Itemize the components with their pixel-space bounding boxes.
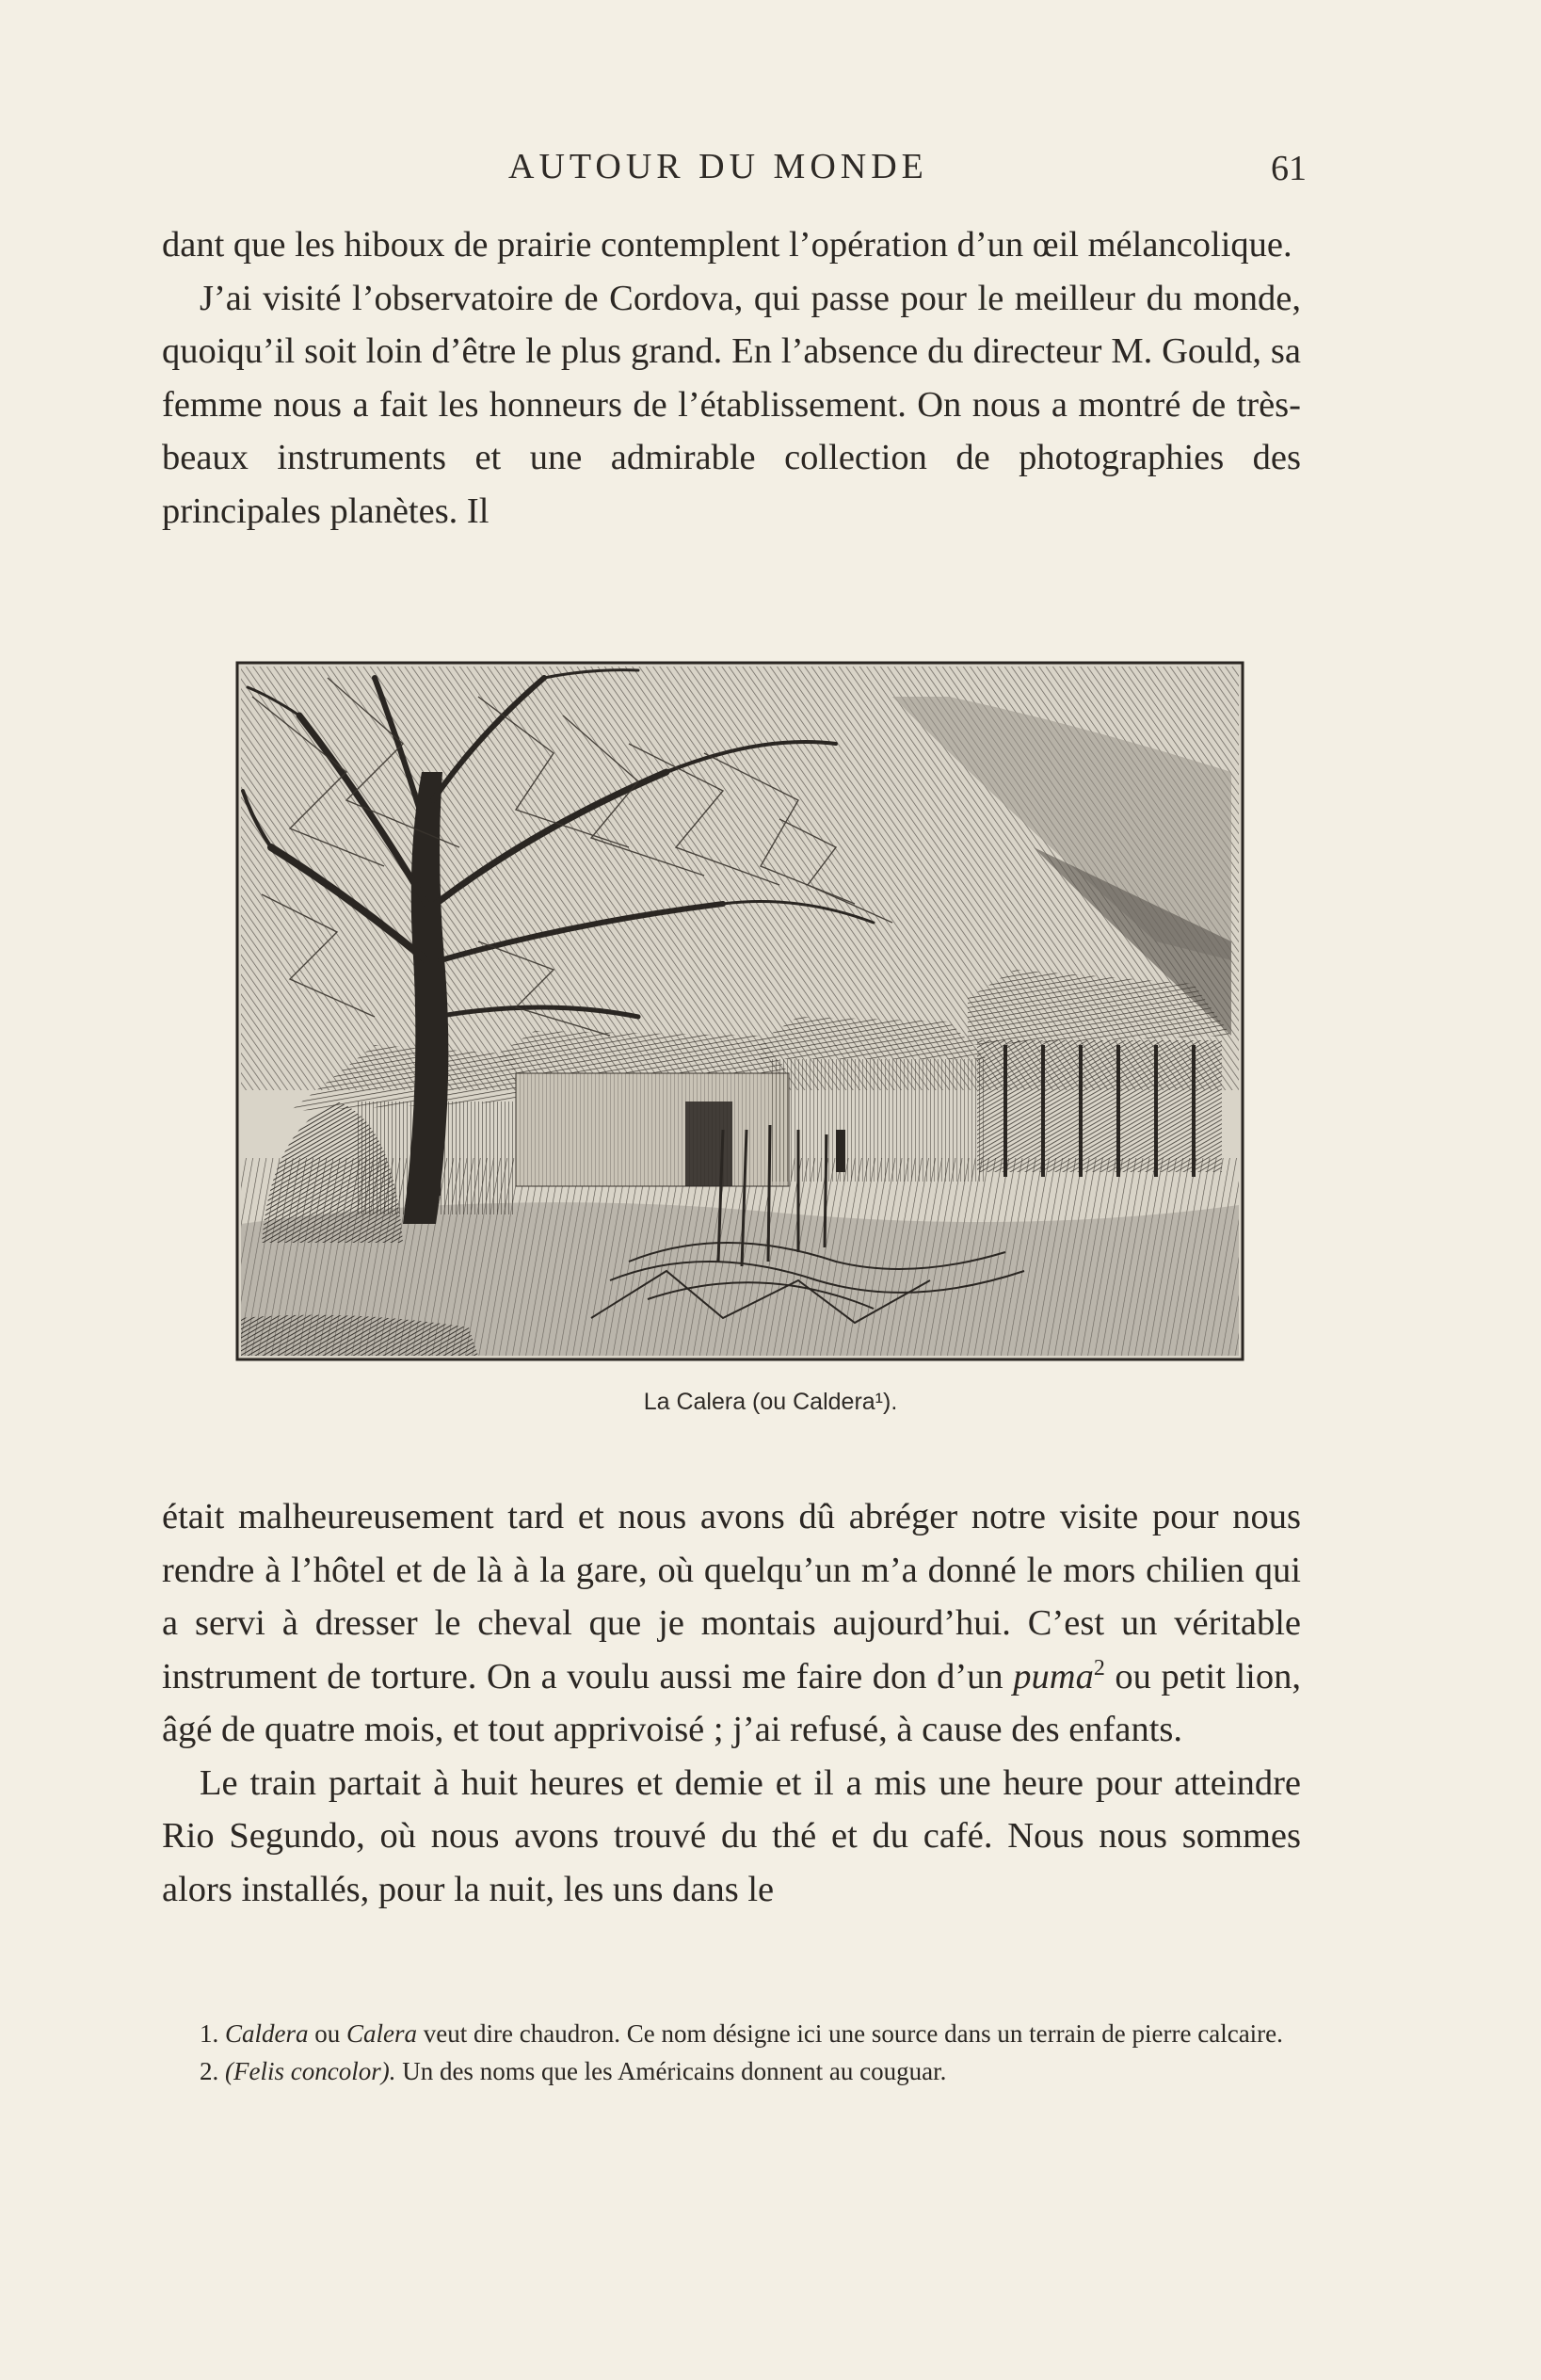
paragraph-station-part1: était malheureusement tard et nous avons dû abréger notre visite pour nous rendre à l’hôtel et de là à la gare, où quelqu’un m’a donné le mors chilien qui a servi à dresser le cheval que je montais aujourd’hui. C’est un véritable instrument de torture. On a voulu aussi me faire don d’un (162, 1497, 1301, 1697)
footnote-2 (162, 2052, 1301, 2090)
engraving-svg (233, 659, 1246, 1363)
footnote-1-number: 1. (200, 2019, 225, 2048)
page-number: 61 (1271, 149, 1307, 188)
footnote-2-term: (Felis concolor). (225, 2057, 396, 2085)
puma-term: puma (1013, 1656, 1094, 1697)
text-block-bottom (162, 1490, 1301, 1916)
running-head (0, 146, 1541, 193)
footnote-1-term-caldera: Caldera (225, 2019, 309, 2048)
figure-caption: La Calera (ou Caldera¹). (643, 1389, 898, 1415)
paragraph-continued: dant que les hiboux de prairie contemplent l’opération d’un œil mélancolique. (162, 225, 1292, 265)
paragraph-train: Le train partait à huit heures et demie et il a mis une heure pour atteindre Rio Segundo, où nous avons trouvé du thé et du café. Nous nous sommes alors installés, pour la nuit, les uns dans le (162, 1762, 1301, 1909)
footnote-2-text: Un des noms que les Américains donnent au couguar. (395, 2057, 947, 2085)
paragraph-observatory: J’ai visité l’observatoire de Cordova, qui passe pour le meilleur du monde, quoiqu’il soit loin d’être le plus grand. En l’absence du directeur M. Gould, sa femme nous a fait les honneurs de l’établissement. On nous a montré de très-beaux instruments et une admirable collection de photographies des principales planètes. Il (162, 278, 1301, 531)
text-block-top (162, 218, 1301, 538)
footnote-ref-2: 2 (1093, 1655, 1105, 1680)
footnote-1-term-calera: Calera (346, 2019, 418, 2048)
engraving-illustration (233, 659, 1246, 1363)
footnote-1-joiner: ou (308, 2019, 347, 2048)
footnote-2-number: 2. (200, 2057, 225, 2085)
footnote-1 (162, 2015, 1301, 2052)
footnotes (162, 2015, 1301, 2090)
paragraph-station (162, 1490, 1301, 1757)
paragraph-station-part2: ou petit lion, âgé de quatre mois, et tout apprivoisé ; j’ai refusé, à cause des enfants. (162, 1656, 1301, 1749)
footnote-1-text: veut dire chaudron. Ce nom désigne ici une source dans un terrain de pierre calcaire. (417, 2019, 1283, 2048)
running-title: AUTOUR DU MONDE (508, 147, 928, 186)
